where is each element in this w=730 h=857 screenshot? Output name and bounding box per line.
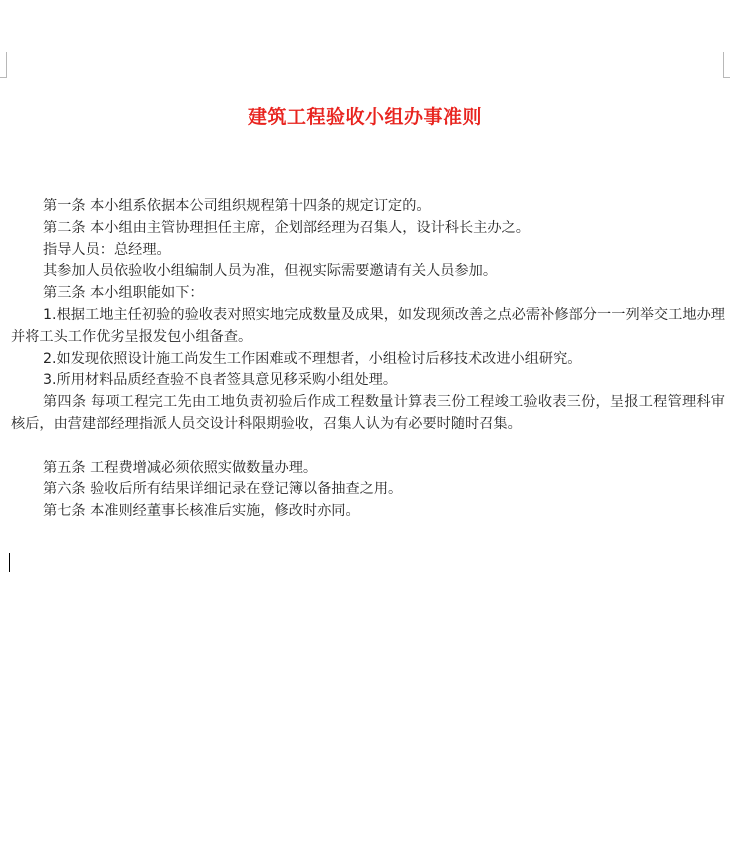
paragraph-participants[interactable]: 其参加人员依验收小组编制人员为准，但视实际需要邀请有关人员参加。 [43,263,498,280]
text-cursor [9,553,10,572]
crop-mark-top-right [723,52,730,78]
paragraph-article-5[interactable]: 第五条 工程费增减必须依照实做数量办理。 [43,459,318,476]
paragraph-article-2[interactable]: 第二条 本小组由主管协理担任主席，企划部经理为召集人，设计科长主办之。 [43,219,530,236]
crop-mark-top-left [0,52,7,78]
paragraph-function-2[interactable]: 2.如发现依照设计施工尚发生工作困难或不理想者，小组检讨后移技术改进小组研究。 [43,350,582,367]
document-title[interactable]: 建筑工程验收小组办事准则 [247,106,482,128]
paragraph-guidance-staff[interactable]: 指导人员：总经理。 [43,241,171,258]
paragraph-article-7[interactable]: 第七条 本准则经董事长核准后实施，修改时亦同。 [43,503,360,520]
paragraph-article-3[interactable]: 第三条 本小组职能如下： [43,285,204,302]
paragraph-article-1[interactable]: 第一条 本小组系依据本公司组织规程第十四条的规定订定的。 [43,198,431,214]
paragraph-article-4[interactable]: 第四条 每项工程完工先由工地负责初验后作成工程数量计算表三份工程竣工验收表三份，呈报工程管理科审核后，由营建部经理指派人员交设计科限期验收，召集人认为有必要时随时召集。 [11,394,725,432]
paragraph-function-3[interactable]: 3.所用材料品质经查验不良者签具意见移采购小组处理。 [43,372,398,389]
blank-line [11,436,725,458]
paragraph-article-6[interactable]: 第六条 验收后所有结果详细记录在登记簿以备抽查之用。 [43,481,403,498]
paragraph-function-1[interactable]: 1.根据工地主任初验的验收表对照实地完成数量及成果，如发现须改善之点必需补修部分一一列举交工地办理并将工头工作优劣呈报发包小组备查。 [11,306,725,345]
document-body[interactable] [11,196,725,523]
